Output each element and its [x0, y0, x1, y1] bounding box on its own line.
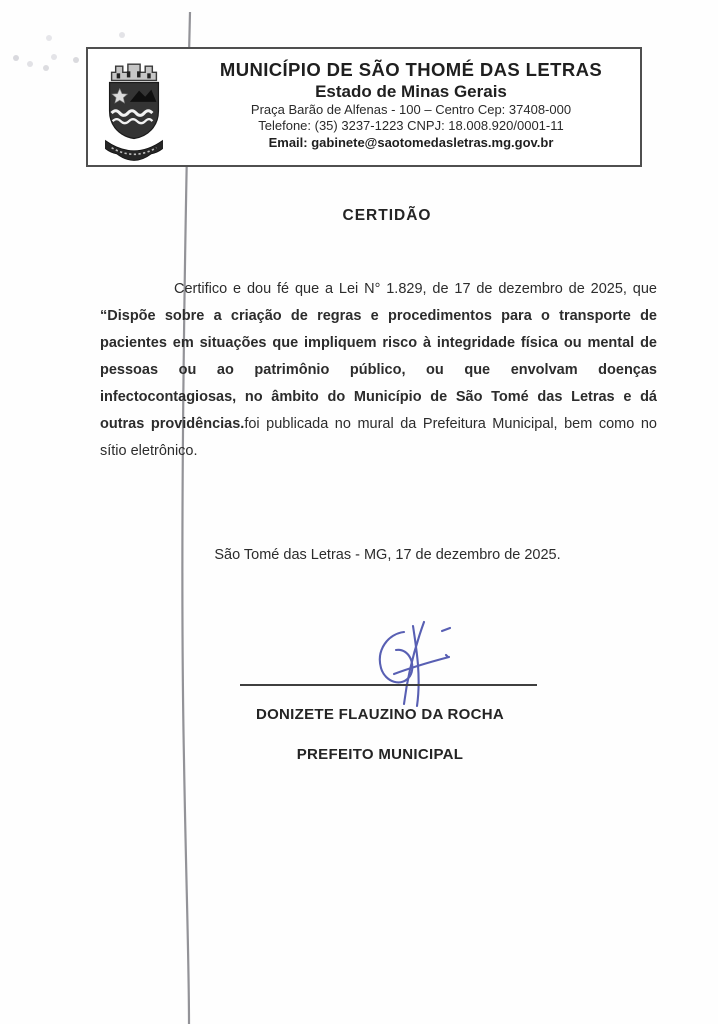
scan-noise-specks: [0, 0, 4, 4]
body-line-2: “Dispõe sobre a criação de regras e procedimentos para o transporte de: [100, 308, 657, 324]
org-name: MUNICÍPIO DE SÃO THOMÉ DAS LETRAS: [219, 59, 603, 80]
org-address: Praça Barão de Alfenas - 100 – Centro Cep: 37408-000: [250, 102, 572, 117]
letterhead-box: [86, 47, 642, 167]
org-phone-cnpj: Telefone: (35) 3237-1223 CNPJ: 18.008.920/0001-11: [258, 118, 564, 133]
body-line-6-plain: foi publicada no mural da Prefeitura Municipal, bem como no: [244, 416, 657, 432]
document-title: CERTIDÃO: [342, 207, 432, 224]
body-line-6: [100, 411, 657, 438]
body-line-1: Certifico e dou fé que a Lei N° 1.829, de 17 de dezembro de 2025, que: [174, 281, 657, 297]
org-state: Estado de Minas Gerais: [315, 82, 507, 101]
signature-line: [240, 684, 537, 686]
body-line-3: pacientes em situações que impliquem risco à integridade física ou mental de: [100, 335, 657, 351]
certificate-body-paragraph: [100, 276, 657, 465]
body-line-5: infectocontagiosas, no âmbito do Município de São Tomé das Letras e dá: [100, 389, 657, 405]
org-email: Email: gabinete@saotomedasletras.mg.gov.br: [268, 135, 554, 150]
handwritten-signature: [352, 614, 482, 712]
body-line-4: pessoas ou ao patrimônio público, ou que envolvam doenças: [100, 362, 657, 378]
signatory-name: DONIZETE FLAUZINO DA ROCHA: [255, 706, 505, 723]
body-line-6-law-title-end: outras providências.: [100, 416, 245, 432]
municipal-coat-of-arms-icon: [102, 55, 166, 165]
body-line-7: sítio eletrônico.: [100, 443, 198, 459]
date-line: São Tomé das Letras - MG, 17 de dezembro de 2025.: [214, 547, 561, 563]
signatory-title: PREFEITO MUNICIPAL: [296, 746, 464, 763]
